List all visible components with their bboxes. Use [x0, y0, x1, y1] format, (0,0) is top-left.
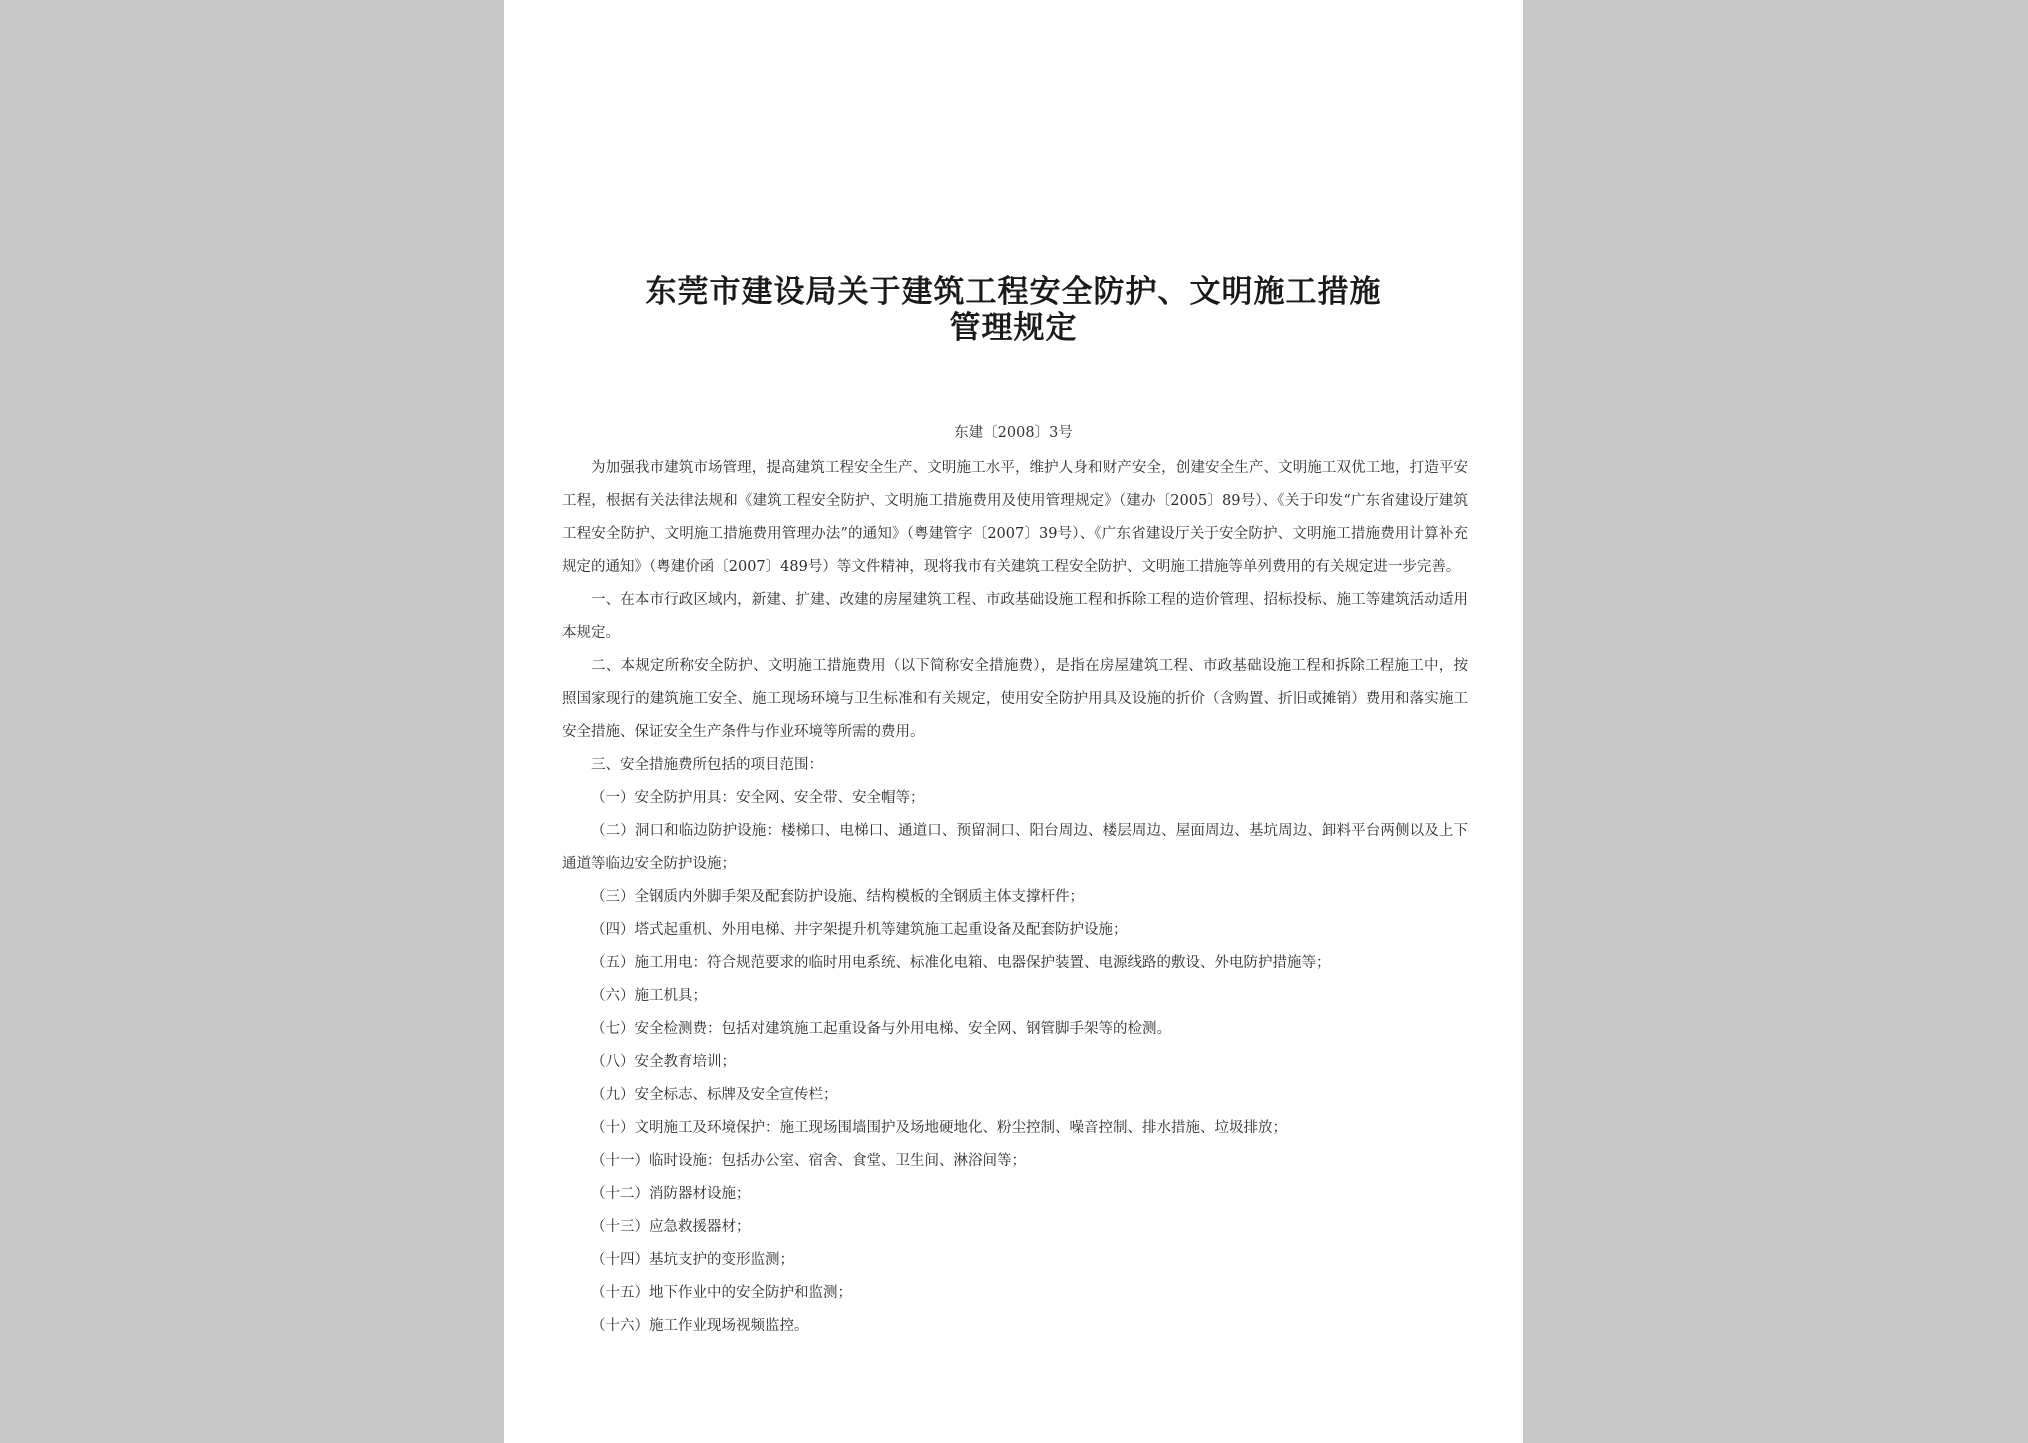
list-item: （十一）临时设施：包括办公室、宿舍、食堂、卫生间、淋浴间等； — [591, 1153, 1026, 1169]
list-item: （十六）施工作业现场视频监控。 — [591, 1318, 809, 1334]
document-page — [504, 0, 1523, 1443]
list-item: （四）塔式起重机、外用电梯、井字架提升机等建筑施工起重设备及配套防护设施； — [591, 922, 1128, 938]
document-number: 东建〔2008〕3号 — [954, 425, 1073, 441]
list-item: （九）安全标志、标牌及安全宣传栏； — [591, 1087, 838, 1103]
list-item: （八）安全教育培训； — [591, 1054, 736, 1070]
list-item: （七）安全检测费：包括对建筑施工起重设备与外用电梯、安全网、钢管脚手架等的检测。 — [591, 1021, 1171, 1037]
list-item: （二）洞口和临边防护设施：楼梯口、电梯口、通道口、预留洞口、阳台周边、楼层周边、屋面周边、基坑周边、卸料平台两侧以及上下通道等临边安全防护设施； — [562, 823, 1468, 872]
document-title-line-1: 东莞市建设局关于建筑工程安全防护、文明施工措施 — [645, 274, 1382, 310]
list-item: （十五）地下作业中的安全防护和监测； — [591, 1285, 852, 1301]
list-item: （十三）应急救援器材； — [591, 1219, 751, 1235]
list-item: （五）施工用电：符合规范要求的临时用电系统、标准化电箱、电器保护装置、电源线路的敷设、外电防护措施等； — [591, 955, 1331, 971]
paragraph-preamble: 为加强我市建筑市场管理，提高建筑工程安全生产、文明施工水平，维护人身和财产安全，创建安全生产、文明施工双优工地，打造平安工程，根据有关法律法规和《建筑工程安全防护、文明施工措施费用及使用管理规定》（建办〔2005〕89号）、《关于印发“广东省建设厅建筑工程安全防护、文明施工措施费用管理办法”的通知》（粤建管字〔2007〕39号）、《广东省建设厅关于安全防护、文明施工措施费用计算补充规定的通知》（粤建价函〔2007〕489号）等文件精神，现将我市有关建筑工程安全防护、文明施工措施等单列费用的有关规定进一步完善。 — [562, 460, 1468, 575]
list-item: （十二）消防器材设施； — [591, 1186, 751, 1202]
list-item: （十四）基坑支护的变形监测； — [591, 1252, 794, 1268]
paragraph-article-2: 二、本规定所称安全防护、文明施工措施费用（以下简称安全措施费），是指在房屋建筑工程、市政基础设施工程和拆除工程施工中，按照国家现行的建筑施工安全、施工现场环境与卫生标准和有关规定，使用安全防护用具及设施的折价（含购置、折旧或摊销）费用和落实施工安全措施、保证安全生产条件与作业环境等所需的费用。 — [562, 658, 1468, 740]
document-body — [562, 452, 1468, 1343]
list-item: （十）文明施工及环境保护：施工现场围墙围护及场地硬地化、粉尘控制、噪音控制、排水措施、垃圾排放； — [591, 1120, 1287, 1136]
document-title-line-2: 管理规定 — [949, 310, 1078, 346]
list-item: （一）安全防护用具：安全网、安全带、安全帽等； — [591, 790, 925, 806]
paragraph-article-3: 三、安全措施费所包括的项目范围： — [591, 757, 823, 773]
list-item: （三）全钢质内外脚手架及配套防护设施、结构模板的全钢质主体支撑杆件； — [591, 889, 1084, 905]
list-item: （六）施工机具； — [591, 988, 707, 1004]
paragraph-article-1: 一、在本市行政区域内，新建、扩建、改建的房屋建筑工程、市政基础设施工程和拆除工程的造价管理、招标投标、施工等建筑活动适用本规定。 — [562, 592, 1468, 641]
